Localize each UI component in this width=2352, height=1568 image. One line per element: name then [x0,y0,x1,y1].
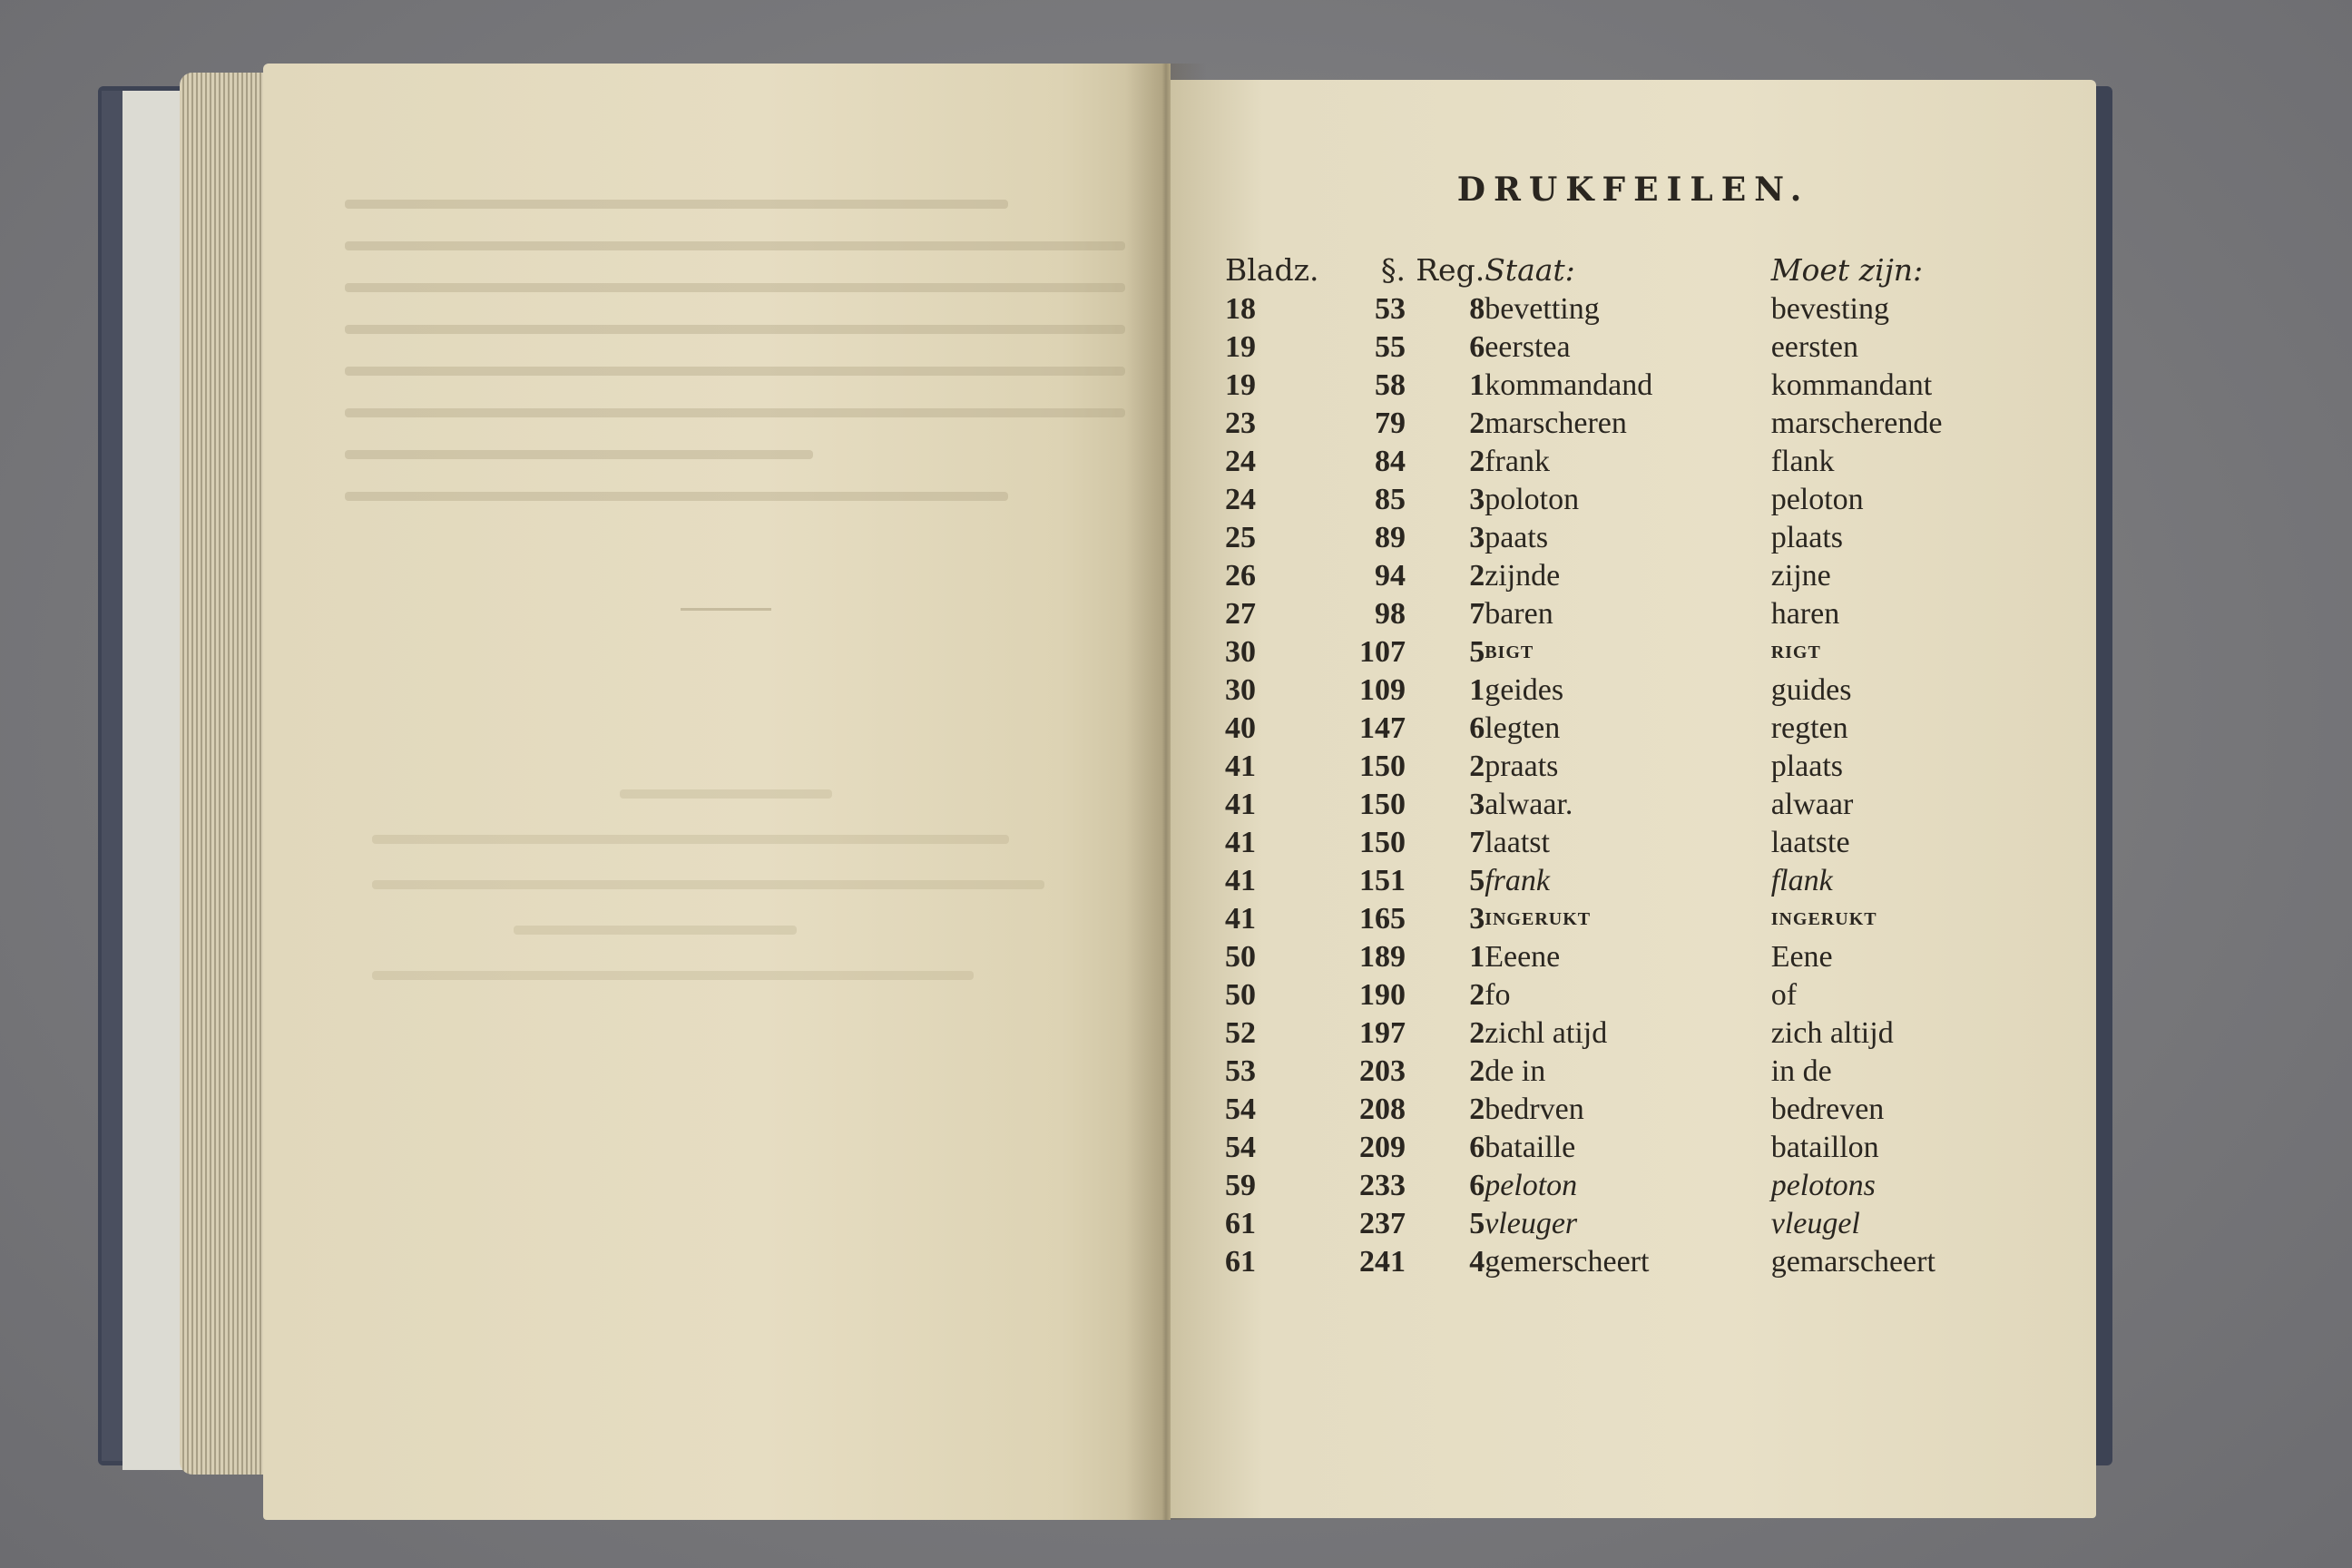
cell-bladz: 26 [1225,559,1256,593]
column-header-moet-zijn: Moet zijn: [1770,252,1924,288]
cell-staat: fo [1485,978,1511,1012]
show-through-line [345,408,1125,417]
cell-section: 147 [1359,711,1406,745]
cell-bladz: 50 [1225,940,1256,974]
cell-reg: 2 [1469,445,1485,478]
show-through-line [372,880,1044,889]
cell-section: 109 [1359,673,1406,707]
cell-bladz: 25 [1225,521,1256,554]
errata-row [1225,710,2042,748]
cell-staat: zichl atijd [1485,1016,1608,1050]
cell-staat: gemerscheert [1485,1245,1650,1279]
cell-staat: baren [1485,597,1553,631]
cell-moet-zijn: gemarscheert [1770,1245,1936,1279]
cell-staat: de in [1485,1054,1546,1088]
cell-section: 190 [1359,978,1406,1012]
errata-row [1225,328,2042,367]
errata-row [1225,748,2042,786]
cell-bladz: 59 [1225,1169,1256,1202]
cell-moet-zijn: marscherende [1770,407,1943,440]
show-through-line [514,926,797,935]
cell-moet-zijn: Eene [1770,940,1833,974]
errata-row [1225,1014,2042,1053]
cell-staat: bataille [1485,1131,1576,1164]
cell-reg: 6 [1469,1169,1485,1202]
cell-moet-zijn: in de [1770,1054,1832,1088]
cell-moet-zijn: zijne [1770,559,1831,593]
cell-reg: 5 [1469,864,1485,897]
cell-section: 55 [1375,330,1406,364]
cell-section: 79 [1375,407,1406,440]
cell-moet-zijn: RIGT [1770,642,1821,662]
errata-row [1225,938,2042,976]
cell-section: 189 [1359,940,1406,974]
cell-reg: 1 [1469,368,1485,402]
cell-moet-zijn: peloton [1770,483,1864,516]
cell-bladz: 27 [1225,597,1256,631]
cell-bladz: 41 [1225,826,1256,859]
errata-row [1225,290,2042,328]
cell-section: 150 [1359,826,1406,859]
cell-moet-zijn: flank [1770,445,1835,478]
cell-reg: 2 [1469,750,1485,783]
cell-staat: laatst [1485,826,1550,859]
show-through-line [620,789,832,799]
show-through-line [345,283,1125,292]
cell-section: 58 [1375,368,1406,402]
cell-reg: 2 [1469,978,1485,1012]
show-through-rule [681,608,771,611]
cell-bladz: 18 [1225,292,1256,326]
errata-row [1225,367,2042,405]
cell-section: 203 [1359,1054,1406,1088]
cell-bladz: 24 [1225,483,1256,516]
show-through-line [372,835,1009,844]
cell-bladz: 30 [1225,673,1256,707]
cell-section: 237 [1359,1207,1406,1240]
errata-body [1225,290,2042,1281]
cell-moet-zijn: guides [1770,673,1852,707]
cell-moet-zijn: plaats [1770,521,1843,554]
cell-reg: 6 [1469,1131,1485,1164]
cell-reg: 3 [1469,788,1485,821]
show-through-line [345,200,1008,209]
cell-reg: 7 [1469,597,1485,631]
flyleaf [122,91,186,1470]
cell-section: 84 [1375,445,1406,478]
errata-row [1225,786,2042,824]
cell-moet-zijn: bataillon [1770,1131,1879,1164]
cell-bladz: 54 [1225,1131,1256,1164]
cell-staat: bedrven [1485,1093,1584,1126]
cell-bladz: 41 [1225,788,1256,821]
cell-section: 233 [1359,1169,1406,1202]
cell-bladz: 61 [1225,1245,1256,1279]
cell-bladz: 30 [1225,635,1256,669]
errata-row [1225,595,2042,633]
errata-row [1225,900,2042,938]
column-header-section: §. [1381,252,1406,288]
cell-section: 208 [1359,1093,1406,1126]
cell-bladz: 23 [1225,407,1256,440]
cell-staat: BIGT [1485,642,1534,662]
cell-staat: peloton [1485,1169,1578,1202]
cell-section: 241 [1359,1245,1406,1279]
cell-moet-zijn: kommandant [1770,368,1933,402]
cell-staat: poloton [1485,483,1580,516]
errata-row [1225,1091,2042,1129]
errata-row [1225,633,2042,671]
cell-reg: 6 [1469,330,1485,364]
cell-moet-zijn: of [1770,978,1798,1012]
errata-row [1225,1053,2042,1091]
cell-staat: vleuger [1485,1207,1578,1240]
cell-reg: 3 [1469,521,1485,554]
cell-staat: zijnde [1485,559,1561,593]
show-through-text-lower [372,789,1080,1062]
show-through-line [345,241,1125,250]
cell-reg: 2 [1469,559,1485,593]
column-header-reg: Reg. [1416,252,1485,288]
cell-reg: 3 [1469,902,1485,936]
errata-row [1225,519,2042,557]
cell-bladz: 52 [1225,1016,1256,1050]
cell-bladz: 54 [1225,1093,1256,1126]
cell-moet-zijn: haren [1770,597,1840,631]
cell-moet-zijn: vleugel [1770,1207,1860,1240]
show-through-line [345,325,1125,334]
errata-row [1225,1243,2042,1281]
cell-bladz: 61 [1225,1207,1256,1240]
cell-reg: 4 [1469,1245,1485,1279]
errata-table [1225,250,2042,1281]
show-through-line [345,492,1008,501]
cell-staat: marscheren [1485,407,1627,440]
page-title: DRUKFEILEN. [1456,171,1810,209]
cell-reg: 5 [1469,635,1485,669]
cell-reg: 3 [1469,483,1485,516]
column-header-bladz: Bladz. [1225,252,1319,288]
cell-reg: 7 [1469,826,1485,859]
cell-section: 165 [1359,902,1406,936]
cell-staat: geides [1485,673,1564,707]
cell-bladz: 53 [1225,1054,1256,1088]
cell-bladz: 19 [1225,330,1256,364]
cell-staat: Eeene [1485,940,1561,974]
errata-row [1225,862,2042,900]
cell-bladz: 40 [1225,711,1256,745]
cell-reg: 6 [1469,711,1485,745]
show-through-line [345,450,813,459]
errata-row [1225,405,2042,443]
errata-row [1225,824,2042,862]
cell-moet-zijn: regten [1770,711,1848,745]
cell-reg: 8 [1469,292,1485,326]
cell-bladz: 41 [1225,902,1256,936]
cell-section: 150 [1359,788,1406,821]
cell-reg: 1 [1469,673,1485,707]
cell-bladz: 24 [1225,445,1256,478]
cell-moet-zijn: pelotons [1770,1169,1876,1202]
cell-reg: 1 [1469,940,1485,974]
errata-row [1225,1205,2042,1243]
errata-row [1225,557,2042,595]
cell-staat: frank [1485,864,1550,897]
cell-moet-zijn: zich altijd [1770,1016,1894,1050]
cell-section: 209 [1359,1131,1406,1164]
cell-staat: INGERUKT [1485,909,1592,929]
cell-staat: kommandand [1485,368,1653,402]
errata-row [1225,481,2042,519]
cell-bladz: 19 [1225,368,1256,402]
cell-bladz: 50 [1225,978,1256,1012]
cell-reg: 2 [1469,1016,1485,1050]
show-through-text [345,200,1125,762]
cell-section: 151 [1359,864,1406,897]
errata-header-row [1225,250,2042,290]
cell-moet-zijn: alwaar [1770,788,1854,821]
cell-bladz: 41 [1225,864,1256,897]
column-header-staat: Staat: [1485,252,1575,288]
cell-section: 85 [1375,483,1406,516]
cell-staat: paats [1485,521,1549,554]
left-page [263,64,1171,1520]
cell-staat: praats [1485,750,1559,783]
cell-moet-zijn: laatste [1770,826,1850,859]
cell-bladz: 41 [1225,750,1256,783]
cell-section: 150 [1359,750,1406,783]
cell-section: 107 [1359,635,1406,669]
cell-reg: 2 [1469,1093,1485,1126]
errata-row [1225,1129,2042,1167]
cell-reg: 2 [1469,407,1485,440]
cell-staat: frank [1485,445,1550,478]
errata-row [1225,1167,2042,1205]
cell-staat: legten [1485,711,1561,745]
show-through-line [345,367,1125,376]
cell-section: 53 [1375,292,1406,326]
errata-row [1225,671,2042,710]
cell-moet-zijn: INGERUKT [1770,909,1877,929]
cell-moet-zijn: plaats [1770,750,1843,783]
cell-moet-zijn: flank [1770,864,1833,897]
cell-section: 98 [1375,597,1406,631]
errata-row [1225,976,2042,1014]
show-through-line [372,971,974,980]
right-page [1171,80,2096,1518]
cell-staat: eerstea [1485,330,1571,364]
cell-moet-zijn: eersten [1770,330,1858,364]
cell-section: 197 [1359,1016,1406,1050]
cell-moet-zijn: bevesting [1770,292,1889,326]
cell-staat: alwaar. [1485,788,1573,821]
cell-section: 89 [1375,521,1406,554]
cell-section: 94 [1375,559,1406,593]
errata-row [1225,443,2042,481]
cell-moet-zijn: bedreven [1770,1093,1885,1126]
cell-staat: bevetting [1485,292,1600,326]
cell-reg: 5 [1469,1207,1485,1240]
cell-reg: 2 [1469,1054,1485,1088]
